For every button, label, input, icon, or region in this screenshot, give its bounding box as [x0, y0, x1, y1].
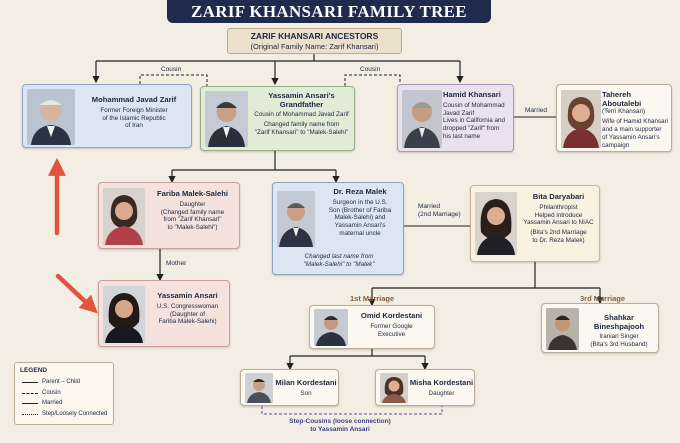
- name-misha-kordestani: Misha Kordestani: [409, 378, 474, 387]
- card-dr-reza-malek[interactable]: [272, 182, 404, 275]
- desc-line: Son: [300, 389, 312, 397]
- legend-title: LEGEND: [20, 367, 48, 374]
- name-hamid-khansari: Hamid Khansari: [443, 90, 501, 99]
- step-cousin-bracket: [262, 406, 442, 414]
- desc-line: "Zarif Khansari" to "Malek-Salehi": [254, 129, 349, 137]
- label-cousin-left: Cousin: [161, 66, 182, 73]
- page-title: ZARIF KHANSARI FAMILY TREE: [167, 0, 491, 23]
- desc-line: Philanthropist: [539, 203, 578, 211]
- label-1st-marriage: 1st Marriage: [350, 294, 395, 303]
- legend-item-married: [20, 398, 108, 409]
- desc-line: to Dr. Reza Malek): [532, 237, 585, 245]
- photo-dr-reza-malek: [277, 191, 315, 247]
- desc-line: his last name: [443, 133, 481, 141]
- label-married-bita: [418, 203, 461, 219]
- info-fariba-malek-salehi: [146, 190, 239, 232]
- desc-line: of the Islamic Republic: [102, 114, 166, 122]
- info-yassamin-ansari: [146, 292, 229, 326]
- info-bita-daryabari: [517, 193, 600, 245]
- card-milan-kordestani[interactable]: [240, 369, 339, 406]
- legend: [14, 362, 114, 425]
- legend-label: Step/Loosely Connected: [42, 410, 108, 417]
- card-bita-daryabari[interactable]: [470, 185, 600, 262]
- photo-hamid-khansari: [402, 90, 442, 148]
- ancestors-connector: [96, 54, 460, 84]
- desc-line: Lives in California and: [443, 117, 505, 125]
- note-line: Changed last name from: [304, 253, 374, 260]
- desc-line: maternal uncle: [339, 230, 381, 238]
- card-shahkar-bineshpajooh[interactable]: [541, 303, 659, 353]
- desc-line: from "Zarif Khansari": [163, 216, 222, 224]
- photo-tahereh-aboutalebi: [561, 90, 601, 148]
- step-cousins-line: Step-Cousins (loose connection): [289, 418, 391, 425]
- desc-line: Yassamin Ansari to NIAC: [523, 219, 594, 227]
- info-shahkar-bineshpajooh: [579, 314, 659, 349]
- grandfather-children-connector: [172, 151, 336, 182]
- photo-mohammad-javad-zarif: [27, 89, 75, 145]
- alias-tahereh: (Terri Khansari): [602, 108, 646, 116]
- label-3rd-marriage: 3rd Marriage: [580, 294, 626, 303]
- note-dr-reza-malek: [277, 253, 401, 269]
- desc-line: Malek-Salehi) and: [334, 214, 386, 222]
- desc-line: Daughter: [179, 200, 206, 208]
- card-yassamin-ansari[interactable]: [98, 280, 230, 347]
- red-arrow-diagonal: [58, 276, 92, 308]
- desc-line: to "Malek-Salehi"): [167, 224, 218, 232]
- legend-item-step: [20, 409, 108, 420]
- ancestors-subtitle: (Original Family Name: Zarif Khansari): [250, 42, 379, 51]
- name-dr-reza-malek: Dr. Reza Malek: [333, 187, 387, 196]
- desc-line: Cousin of Mohammad: [443, 101, 505, 109]
- desc-line: Wife of Hamid Khansari: [602, 118, 669, 126]
- desc-line: Surgeon in the U.S.: [332, 198, 388, 206]
- ancestors-title: ZARIF KHANSARI ANCESTORS: [250, 31, 379, 41]
- ancestors-box: [227, 28, 402, 54]
- desc-line: campaign: [602, 141, 630, 149]
- photo-bita-daryabari: [475, 192, 517, 255]
- desc-line: Fariba Malek-Salehi): [158, 318, 217, 326]
- desc-line: Cousin of Mohammad Javad Zarif: [254, 111, 349, 119]
- name-omid-kordestani: Omid Kordestani: [360, 311, 423, 320]
- info-tahereh-aboutalebi: [602, 91, 672, 150]
- desc-line: Javad Zarif: [443, 109, 475, 117]
- name-milan-kordestani: Milan Kordestani: [275, 378, 337, 387]
- step-cousins-line: to Yassamin Ansari: [310, 425, 370, 433]
- info-omid-kordestani: [348, 312, 435, 338]
- photo-milan-kordestani: [245, 373, 273, 403]
- card-fariba-malek-salehi[interactable]: [98, 182, 240, 249]
- card-yassamin-ansari-grandfather[interactable]: [200, 86, 355, 151]
- bita-marriages-connector: [372, 262, 600, 305]
- desc-line: Yassamin Ansari's: [334, 222, 386, 230]
- info-misha-kordestani: [408, 379, 475, 398]
- desc-line: (Changed family name: [160, 208, 225, 216]
- desc-line: dropped "Zarif" from: [443, 125, 500, 133]
- name-shahkar-bineshpajooh: Shahkar Bineshpajooh: [593, 313, 645, 331]
- name-mohammad-javad-zarif: Mohammad Javad Zarif: [91, 95, 177, 104]
- photo-omid-kordestani: [314, 309, 348, 346]
- name-bita-daryabari: Bita Daryabari: [532, 192, 585, 201]
- desc-line: Helped introduce: [534, 211, 583, 219]
- desc-line: (Bita's 3rd Husband): [590, 341, 648, 349]
- photo-shahkar-bineshpajooh: [546, 308, 579, 350]
- legend-label: Cousin: [42, 389, 61, 396]
- info-mohammad-javad-zarif: [77, 96, 191, 130]
- omid-children-connector: [290, 349, 425, 369]
- photo-grandfather: [205, 91, 248, 147]
- name-tahereh-aboutalebi: Tahereh Aboutalebi: [602, 90, 642, 108]
- name-grandfather: Yassamin Ansari's Grandfather: [268, 91, 335, 109]
- card-hamid-khansari[interactable]: [397, 84, 514, 152]
- info-dr-reza-malek: [316, 188, 404, 238]
- info-milan-kordestani: [273, 379, 339, 398]
- legend-item-cousin: [20, 388, 108, 399]
- note-line: "Malek-Salehi" to "Malek": [303, 260, 375, 268]
- label-married: Married: [418, 203, 441, 210]
- name-fariba-malek-salehi: Fariba Malek-Salehi: [157, 189, 228, 198]
- card-tahereh-aboutalebi[interactable]: [556, 84, 672, 152]
- desc-line: of Yassamin Ansari's: [602, 134, 660, 142]
- label-2nd-marriage: (2nd Marriage): [418, 211, 461, 219]
- info-hamid-khansari: [443, 91, 514, 141]
- legend-item-parent-child: [20, 377, 108, 388]
- label-cousin-right: Cousin: [360, 66, 381, 73]
- desc-line: Son (Brother of Fariba: [328, 206, 392, 214]
- desc-line: Former Google: [370, 322, 413, 330]
- legend-label: Parent – Child: [42, 379, 81, 385]
- photo-fariba-malek-salehi: [103, 188, 145, 245]
- desc-line: Iranian Singer: [599, 333, 639, 341]
- card-mohammad-javad-zarif[interactable]: [22, 84, 192, 148]
- step-cousins-label: [280, 418, 400, 434]
- desc-line: Executive: [377, 330, 406, 338]
- desc-line: (Bita's 2nd Marriage: [530, 229, 587, 237]
- label-mother: Mother: [166, 260, 187, 267]
- card-omid-kordestani[interactable]: [309, 305, 435, 349]
- desc-line: Former Foreign Minister: [100, 106, 168, 114]
- desc-line: (Daughter of: [169, 310, 205, 318]
- label-married-tahereh: Married: [525, 107, 548, 114]
- card-misha-kordestani[interactable]: [375, 369, 475, 406]
- desc-line: of Iran: [125, 122, 143, 130]
- info-grandfather: [249, 92, 354, 137]
- desc-line: and a main supporter: [602, 126, 662, 134]
- desc-line: Daughter: [428, 389, 455, 397]
- photo-misha-kordestani: [380, 373, 408, 403]
- legend-label: Married: [42, 400, 63, 406]
- desc-line: Changed family name from: [263, 121, 340, 129]
- desc-line: U.S. Congresswoman: [156, 302, 219, 310]
- name-yassamin-ansari: Yassamin Ansari: [157, 291, 218, 300]
- photo-yassamin-ansari: [103, 286, 145, 343]
